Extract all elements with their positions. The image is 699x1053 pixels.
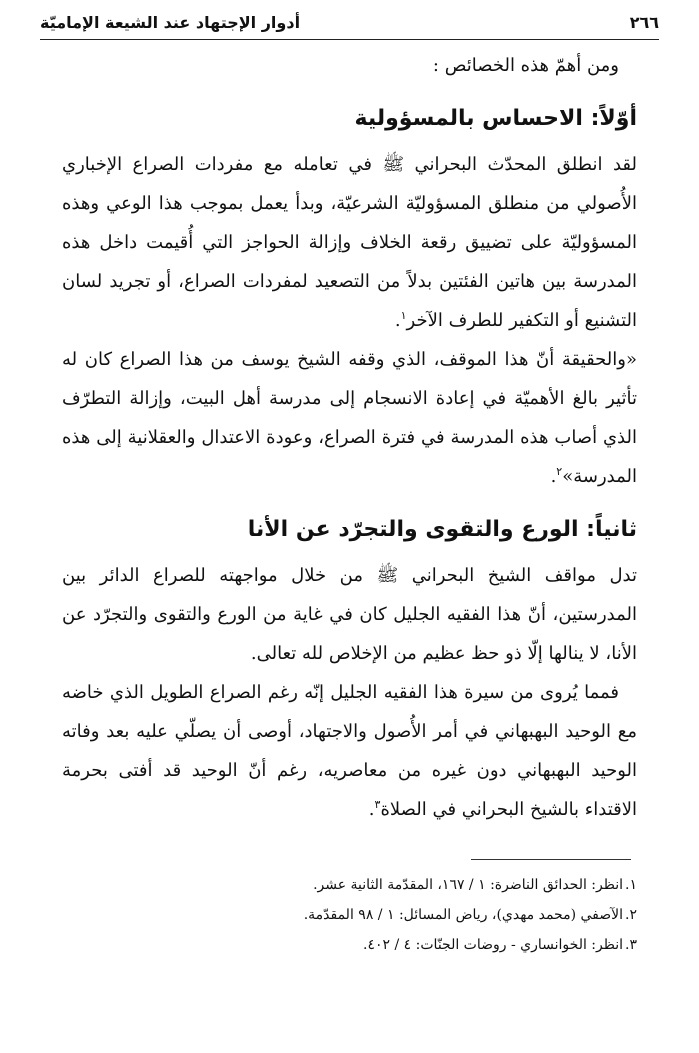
section-heading-1: أوّلاً: الاحساس بالمسؤولية	[354, 106, 637, 131]
paragraph: تدل مواقف الشيخ البحراني ﷺ من خلال مواجهته للصراع الدائر بين المدرستين، أنّ هذا الفقيه الجليل كان في غاية من الورع والتقوى والتجرّد عن الأنا، لا ينالها إلّا ذو حظ عظيم من الإخلاص لله تعالى.	[62, 565, 637, 664]
intro-line: ومن أهمّ هذه الخصائص :	[432, 55, 619, 76]
footnote-text: انظر: الخوانساري - روضات الجنّات: ٤ / ٤٠٢.	[363, 937, 624, 953]
paragraph-text: فمما يُروى من سيرة هذا الفقيه الجليل إنّه رغم الصراع الطويل الذي خاضه مع الوحيد البهبهاني في أمر الأُصول والاجتهاد، أوصى أن يصلّي عليه بعد وفاته الوحيد البهبهاني دون غيره من معاصريه، رغم أنّ الوحيد قد أفتى بحرمة الاقتداء بالشيخ البحراني في الصلاة	[62, 682, 637, 820]
main-text	[62, 46, 637, 829]
footnote-item	[62, 900, 637, 930]
footnote-ref-3[interactable]: ٣	[374, 798, 381, 811]
footnotes	[62, 870, 637, 960]
paragraph	[62, 673, 637, 829]
footnote-number: ٣.	[625, 937, 637, 953]
footnote-ref-1[interactable]: ١	[400, 309, 407, 322]
paragraph-text: «والحقيقة أنّ هذا الموقف، الذي وقفه الشيخ يوسف من هذا الصراع كان له تأثير بالغ الأهميّة في إعادة الانسجام إلى مدرسة أهل البيت، وإزالة التطرّف الذي أصاب هذه المدرسة في فترة الصراع، وعودة الاعتدال والعقلانية إلى هذه المدرسة»	[62, 349, 637, 487]
running-header	[40, 8, 659, 36]
paragraph-text: لقد انطلق المحدّث البحراني ﷺ في تعامله مع مفردات الصراع الإخباري الأُصولي من منطلق المسؤوليّة الشرعيّة، وبدأ يعمل بموجب هذا الوعي وهذه المسؤوليّة على تضييق رقعة الخلاف وإزالة الحواجز التي أُقيمت داخل هذه المدرسة بين هاتين الفئتين بدلاً من التصعيد لمفردات الصراع، أو تجريد لسان التشنيع أو التكفير للطرف الآخر	[62, 154, 637, 331]
paragraph-end: .	[394, 310, 401, 331]
page-number: ٢٦٦	[629, 12, 659, 32]
footnote-number: ٢.	[625, 907, 637, 923]
footnote-text: انظر: الحدائق الناضرة: ١ / ١٦٧، المقدّمة الثانية عشر.	[313, 877, 624, 893]
header-rule	[40, 39, 659, 40]
running-title: أدوار الإجتهاد عند الشيعة الإماميّة	[40, 12, 301, 32]
footnote-number: ١.	[625, 877, 637, 893]
footnote-item	[62, 930, 637, 960]
paragraph-end: .	[550, 466, 557, 487]
footnote-item	[62, 870, 637, 900]
footnote-ref-2[interactable]: ٢	[556, 465, 563, 478]
paragraph	[62, 145, 637, 340]
footnote-separator	[471, 859, 631, 860]
section-heading-2: ثانياً: الورع والتقوى والتجرّد عن الأنا	[247, 517, 637, 542]
footnote-text: الآصفي (محمد مهدي)، رياض المسائل: ١ / ٩٨ المقدّمة.	[303, 907, 624, 923]
quote-paragraph	[62, 340, 637, 496]
paragraph-end: .	[368, 799, 375, 820]
